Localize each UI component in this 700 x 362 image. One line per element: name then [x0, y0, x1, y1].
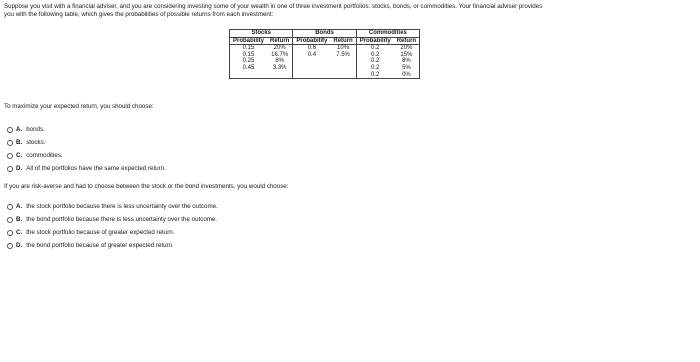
q2-option-b[interactable]	[7, 216, 217, 224]
col-commodities-return: Return	[394, 37, 420, 45]
intro-line-1: Suppose you visit with a financial adviser, and you are considering investing some of your wealth in one of three investment portfolios: stocks, bonds, or commodities. Your financial adviser provides	[4, 3, 543, 10]
table-cell: 10%	[337, 45, 350, 52]
table-cell	[330, 72, 356, 79]
intro-line-2: you with the following table, which gives the probabilities of possible returns from each investment:	[4, 10, 274, 18]
header-bonds: Bonds	[293, 30, 356, 38]
table-cell: 0.6	[293, 45, 331, 52]
option-letter: A.	[16, 126, 23, 133]
q1-option-c[interactable]	[7, 152, 63, 160]
header-stocks: Stocks	[230, 30, 293, 38]
col-bonds-probability: Probability	[293, 37, 331, 45]
table-cell: 0.2	[356, 65, 394, 72]
table-cell: 0.2	[356, 58, 394, 65]
table-cell	[330, 58, 356, 65]
radio-icon[interactable]	[7, 217, 13, 223]
option-letter: D.	[16, 165, 23, 172]
table-cell: 16.7%	[271, 51, 289, 58]
table-row	[230, 58, 420, 65]
radio-icon[interactable]	[7, 243, 13, 249]
radio-icon[interactable]	[7, 127, 13, 133]
option-letter: B.	[16, 139, 23, 146]
table-cell	[293, 58, 331, 65]
q2-option-d[interactable]	[7, 242, 174, 250]
table-cell: 20%	[273, 45, 286, 52]
problem-intro	[4, 3, 696, 19]
col-bonds-return: Return	[330, 37, 356, 45]
q1-option-d[interactable]	[7, 165, 166, 173]
option-text: All of the portfolios have the same expected return.	[26, 165, 166, 172]
header-commodities: Commodities	[356, 30, 419, 38]
table-cell: 20%	[400, 45, 413, 52]
table-row	[230, 45, 420, 52]
option-letter: A.	[16, 203, 23, 210]
table-cell	[330, 65, 356, 72]
option-text: bonds.	[26, 126, 45, 133]
q2-option-a[interactable]	[7, 203, 218, 211]
table-row	[230, 65, 420, 72]
option-text: the bond portfolio because there is less uncertainty over the outcome.	[26, 216, 218, 223]
table-cell	[230, 72, 268, 79]
table-cell: 0%	[394, 72, 420, 79]
option-letter: C.	[16, 152, 23, 159]
table-cell: 0.4	[293, 52, 331, 59]
table-cell: 0.2	[356, 52, 394, 59]
radio-icon[interactable]	[7, 204, 13, 210]
table-row	[230, 52, 420, 59]
option-letter: B.	[16, 216, 23, 223]
radio-icon[interactable]	[7, 140, 13, 146]
table-cell: 8%	[275, 58, 285, 65]
table-cell: 0.2	[356, 72, 394, 79]
option-letter: D.	[16, 242, 23, 249]
table-cell: 3.3%	[272, 64, 287, 71]
table-cell: 7.5%	[336, 51, 350, 58]
table-row	[230, 72, 420, 79]
table-cell: 5%	[402, 64, 411, 71]
radio-icon[interactable]	[7, 230, 13, 236]
radio-icon[interactable]	[7, 153, 13, 159]
radio-icon[interactable]	[7, 166, 13, 172]
q1-option-b[interactable]	[7, 139, 45, 147]
returns-table	[229, 29, 420, 79]
col-stocks-probability: Probability	[230, 37, 268, 45]
table-cell	[293, 65, 331, 72]
table-cell: 0.15	[242, 45, 255, 52]
option-text: stocks.	[26, 139, 46, 146]
col-commodities-probability: Probability	[356, 37, 394, 45]
q2-option-c[interactable]	[7, 229, 174, 237]
table-cell: 8%	[402, 58, 411, 65]
table-cell	[267, 72, 293, 79]
table-cell: 0.2	[356, 45, 394, 52]
option-text: the stock portfolio because of greater expected return.	[26, 229, 175, 236]
q1-option-a[interactable]	[7, 126, 45, 134]
table-cell	[293, 72, 331, 79]
question-1-prompt: To maximize your expected return, you should choose:	[4, 103, 154, 110]
option-text: the stock portfolio because there is less uncertainty over the outcome.	[26, 203, 218, 210]
col-stocks-return: Return	[267, 37, 293, 45]
option-text: the bond portfolio because of greater expected return.	[26, 242, 174, 249]
table-cell: 0.15	[242, 51, 255, 58]
option-letter: C.	[16, 229, 23, 236]
table-cell: 0.45	[242, 64, 255, 71]
table-cell: 0.25	[242, 58, 255, 65]
table-cell: 15%	[400, 51, 413, 58]
question-2-prompt: If you are risk-averse and had to choose between the stock or the bond investments, you would choose:	[4, 183, 289, 190]
option-text: commodities.	[26, 152, 63, 159]
